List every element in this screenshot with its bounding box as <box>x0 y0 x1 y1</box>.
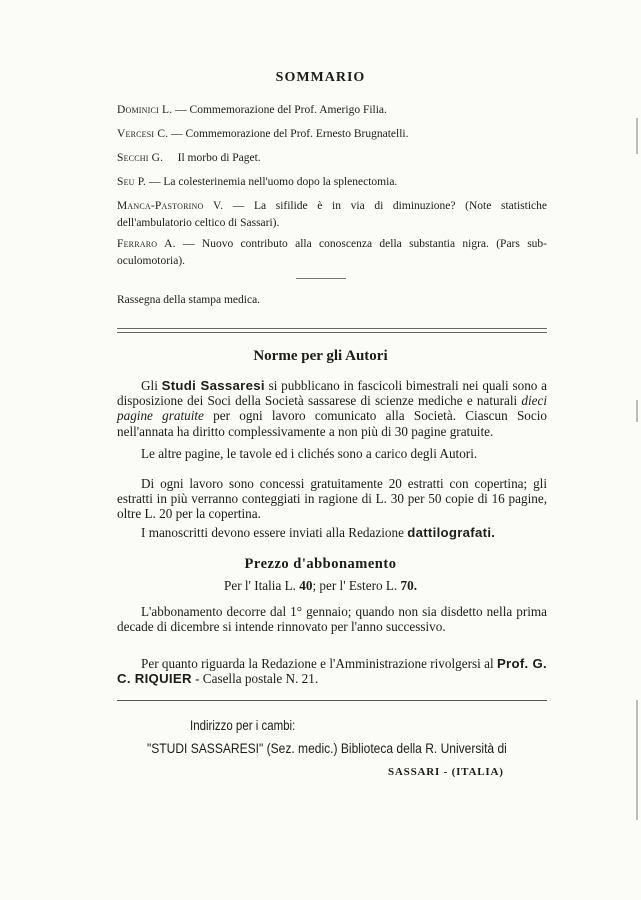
entry-text: — Commemorazione del Prof. Ernesto Brugnatelli. <box>168 128 409 140</box>
norme-title: Norme per gli Autori <box>253 348 388 364</box>
norme-paragraph-4 <box>117 525 547 540</box>
norme-paragraph-1 <box>117 378 547 439</box>
sommario-entry <box>117 236 547 270</box>
text-segment: Per l' Italia L. <box>224 578 300 593</box>
entry-author: Ferraro A. <box>117 238 176 250</box>
entry-author: Dominici L. <box>117 104 173 116</box>
entry-author: Vercesi C. <box>117 128 169 140</box>
sommario-entry <box>117 150 547 167</box>
rassegna-line: Rassegna della stampa medica. <box>117 294 261 306</box>
sommario-entry <box>117 174 547 191</box>
abroad-price: 70. <box>400 578 417 593</box>
exchange-address-text: "STUDI SASSARESI" (Sez. medic.) Biblioteca della R. Università di <box>147 740 507 756</box>
entry-text: — La sifilide è in via di diminuzione? (Note statistiche dell'ambulatorio celtico di Sassari). <box>117 200 547 229</box>
text-segment: Per quanto riguarda la Redazione e l'Amministrazione rivolgersi al <box>141 656 497 671</box>
free-pages-phrase: dieci pagine gratuite <box>117 393 547 424</box>
journal-name: Studi Sassaresi <box>161 378 265 393</box>
entry-author: Manca-Pastorino V. <box>117 200 224 212</box>
prezzo-paragraph-1: L'abbonamento decorre dal 1° gennaio; quando non sia disdetto nella prima decade di dicembre si intende rinnovato per l'anno successivo. <box>117 604 547 635</box>
exchange-address-label: Indirizzo per i cambi: <box>190 717 296 733</box>
prezzo-paragraph-2 <box>117 656 547 686</box>
sommario-entry <box>117 126 547 143</box>
sommario-title: SOMMARIO <box>275 70 366 85</box>
sommario-entry <box>117 198 547 232</box>
scan-edge-mark <box>636 118 638 154</box>
entry-text: — Commemorazione del Prof. Amerigo Filia. <box>172 104 387 116</box>
text-segment: I manoscritti devono essere inviati alla Redazione <box>141 525 408 540</box>
norme-paragraph-2: Le altre pagine, le tavole ed i clichés sono a carico degli Autori. <box>141 446 478 461</box>
entry-author: Seu P. <box>117 176 147 188</box>
italy-price: 40 <box>299 578 313 593</box>
prezzo-title: Prezzo d'abbonamento <box>244 556 397 572</box>
price-line <box>0 578 641 594</box>
text-segment: ; per l' Estero L. <box>312 578 401 593</box>
scan-edge-mark <box>636 700 638 820</box>
scan-edge-mark <box>636 400 638 422</box>
entry-author: Secchi G. <box>117 152 164 164</box>
sommario-entry <box>117 102 547 119</box>
entry-text: Il morbo di Paget. <box>163 152 261 164</box>
text-segment: per ogni lavoro comunicato alla Società. Ciascun Socio nell'annata ha diritto complessivamente a non più di 30 pagine gratuite. <box>117 408 548 439</box>
text-segment: - Casella postale N. 21. <box>191 671 319 687</box>
bottom-divider <box>117 700 547 701</box>
editor-name: Prof. G. C. RIQUIER <box>117 656 547 687</box>
double-divider <box>117 328 547 333</box>
norme-paragraph-3: Di ogni lavoro sono concessi gratuitamente 20 estratti con copertina; gli estratti in più verranno conteggiati in ragione di L. 30 per 50 copie di 16 pagine, oltre L. 20 per la copertina. <box>117 476 547 522</box>
exchange-address-city: SASSARI - (ITALIA) <box>388 766 504 778</box>
text-segment: si pubblicano in fascicoli bimestrali nei quali sono a disposizione dei Soci della Società sassarese di scienze mediche e naturali <box>117 378 547 409</box>
entry-text: — La colesterinemia nell'uomo dopo la splenectomia. <box>146 176 398 188</box>
short-divider <box>296 278 346 279</box>
text-segment: Gli <box>141 378 162 393</box>
entry-text: — Nuovo contributo alla conoscenza della substantia nigra. (Pars sub-oculomotoria). <box>117 238 547 267</box>
typed-emphasis: dattilografati. <box>407 525 496 540</box>
